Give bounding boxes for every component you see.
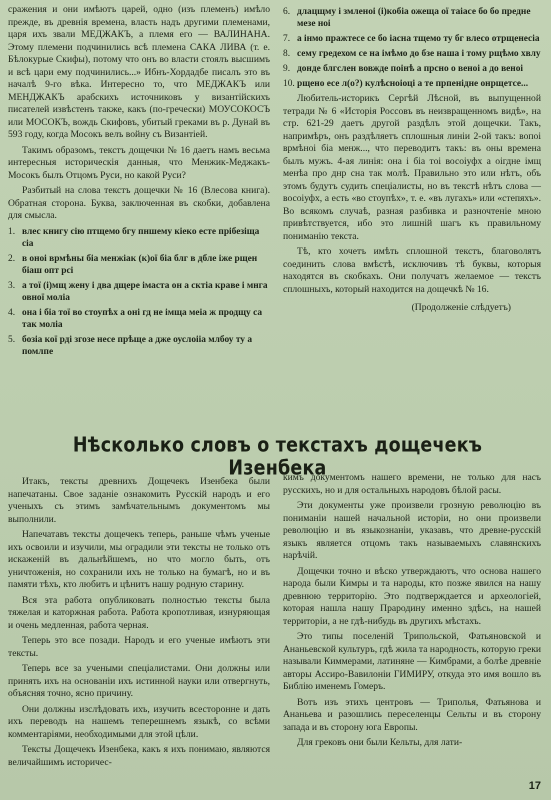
paragraph: Вся эта работа опубликовать полностью тексты была тяжелая и каторжная работа. Работа кропотливая, изнуряющая и очень медленная, работа черная.: [8, 594, 270, 631]
paragraph: Итакъ, тексты древнихъ Дощечекъ Изенбека были напечатаны. Свое заданіе ознакомить Русскій народъ и его ученыхъ съ этимъ замѣчательнымъ документомъ мы выполнили.: [8, 476, 270, 525]
verse-item: 3. а тої (і)мщ жену і два дщере імаста он а сктіа краве і мнга овної моліа: [8, 280, 268, 303]
paragraph: Такимъ образомъ, текстъ дощечки № 16 даетъ намъ весьма интересныя историческія данныя, что Менжик-Меджакъ-Мосокъ былъ Отцомъ Руси, но какой Руси?: [8, 144, 270, 181]
verse-item: 2. в оноі врмѣны біа менжіак (к)ої біа блг в дбле іже рщен біаш опт рсі: [8, 253, 258, 276]
paragraph: Для грековъ они были Кельты, для лати-: [297, 737, 463, 748]
paragraph: Дощечки точно и вѣско утверждаютъ, что основа нашего народа были Кимры и та народы, кто позже явился на нашу древнюю территорію. Это подтверждается и археологіей, которая нашла нашу Прародину именно здѣсь, на нашей территоріи, а не гдѣ-нибудь въ другихъ мѣстахъ.: [283, 565, 541, 627]
paragraph: Тексты Дощечекъ Изенбека, какъ я ихъ понимаю, являются величайшимъ историчес-: [8, 744, 270, 768]
verse-item: 8. сему гредехом се на імѣмо до бзе наша і тому рщѣмо хвлу: [283, 49, 541, 59]
paragraph: кимъ документомъ нашего времени, не только для насъ русскихъ, но и для остальныхъ народовъ бѣлой расы.: [283, 472, 541, 496]
continuation-note: (Продолженіе слѣдуетъ): [411, 302, 511, 313]
verse-item: 1. влес книгу сію птщемо бгу пншему кіеко есте прібезіща сіа: [8, 226, 260, 249]
paragraph: сражения и они имѣютъ царей, одно (изъ племенъ) имѣло прежде, въ древнія времена, власть надъ другими племенами, царя ихъ звали МЕДЖАКЪ, а племя его — ВАЛИНАНА. Этому племени подчинились всѣ племена САКА ЛИВА (т. е. Бѣлокурые Скифы), потому что онъ во власти стоялъ высшимъ и всѣ цари ему подчинились...» Ибнъ-Хордадбе писалъ это въ началѣ 9-го вѣка. Интересно то, что МЕДЖАКЪ или МЕНДЖАКЪ арабскихъ источниковъ у византійскихъ писателей извѣстенъ также, какъ (по-гречески) МОУСОКОСЪ или МОСОКЪ, вождь Скифовъ, убитый греками въ р. Дунай въ 593 году, когда Мосокъ велъ войну съ Византіей.: [8, 4, 270, 140]
verse-list: [8, 226, 270, 358]
paragraph: Вотъ изъ этихъ центровъ — Триполья, Фатьянова и Ананьева и разошлись переселенцы Сельты и въ сторону запада и въ сторону юга Европы.: [283, 696, 541, 733]
top-left-column: [8, 4, 270, 361]
paragraph: Любитель-историкъ Сергѣй Лѣсной, въ выпущенной тетради № 6 «Исторія Россовъ въ неизвращенномъ видѣ», на стр. 621-29 даетъ другой раздѣлъ этой дощечки. Такъ, напримѣръ, онъ раздѣляетъ сплошныя линіи 2-ой такъ: вопоі врмѣноі біа менж..., что переводитъ такъ: въ оны времена былъ мужъ. 4-ая линія: она і біа тоі восоіуфх а оігдне імщ менѣа про днр сна так молѣ. Правильно это или нѣтъ, объ этомъ будутъ судить спеціалисты, но въ текстѣ нѣтъ слова — восоіуфх, а есть «во стоупѣх», т. е. «въ лугахъ» или «степяхъ». Во всякомъ случаѣ, разная разбивка и разночтеніе мною привѣтствуется, ибо это лишній шагъ къ правильному пониманію текста.: [283, 93, 541, 242]
verse-item: 5. бозіа кої рді згозе несе прѣще а дже оуслоііа млбоу ту а помлпе: [8, 334, 253, 357]
paragraph: Напечатавъ тексты дощечекъ теперь, раньше чѣмъ ученые ихъ освоили и изучили, мы оградили эти тексты не только отъ искаженій въ дальнѣйшемъ, но что могло быть, отъ уничтоженія, но сохранили ихъ не только на бумагѣ, но и въ памяти тѣхъ, кто любитъ и цѣнитъ нашу родную старину.: [8, 529, 270, 590]
section-heading: Нѣсколько словъ о текстахъ дощечекъ Изенбека: [72, 434, 483, 480]
paragraph: Тѣ, кто хочетъ имѣть сплошной текстъ, благоволятъ соединить слова вмѣстѣ, исключивъ тѣ буквы, которыя находятся въ скобкахъ. Они получатъ желаемое — текстъ сплошныхъ, который находится на дощечкѣ № 16.: [283, 246, 541, 295]
verse-list: [283, 6, 541, 90]
verse-item: 7. а інмо пражтесе се бо іасна тщемо ту бг влесо отрщенесіа: [283, 34, 540, 44]
verse-item: 4. она і біа тої во стоупѣх а оні гд не імща меіа ж продщу са так моліа: [8, 307, 263, 330]
paragraph: Разбитый на слова текстъ дощечки № 16 (Влесова книга). Обратная сторона. Буква, заключенная въ скобки, добавлена для смысла.: [8, 185, 270, 221]
verse-item: 6. длацщму і змленоі (і)кобіа ожеща ої таіасе бо бо предне мезе ноі: [283, 7, 531, 29]
paragraph: Эти документы уже произвели грозную революцію въ пониманіи нашей начальной исторіи, но они произвели революцію и въ языкознаніи, указавъ, что древне-русскій языкъ является отцомъ такъ называемыхъ славянскихъ нарѣчій.: [283, 500, 541, 561]
paragraph: Это типы поселеній Трипольской, Фатьяновской и Ананьевской культуръ, гдѣ жила та народность, которую греки называли Киммерами, латиняне — Кимбрами, а болѣе древніе авторы Ассиро-Вавилоніи ГИМИРУ, откуда это имя вошло въ Библію именемъ Гомеръ.: [283, 631, 541, 692]
paragraph: Они должны изслѣдовать ихъ, изучить всесторонне и дать ихъ переводъ на нашемъ теперешнемъ языкѣ, со всѣми комментаріями, необходимыми для этой цѣли.: [8, 703, 270, 740]
paragraph: Теперь все за учеными спеціалистами. Они должны или принять ихъ на основаніи ихъ истинной науки или отвергнуть, объясняя точно, ясно причину.: [8, 663, 270, 699]
page-number: 17: [528, 780, 541, 792]
bottom-left-column: [8, 476, 270, 772]
bottom-right-column: [283, 472, 541, 753]
verse-item: 9. донде блгслен вовжде поінѣ а прсно о веноі а до веноі: [283, 64, 523, 74]
top-right-column: [283, 4, 541, 315]
paragraph: Теперь это все позади. Народъ и его ученые имѣютъ эти тексты.: [8, 635, 270, 659]
verse-item: 10. рщено есе л(о?) кулѣсноіоці а те прпенідне онрщетсе...: [283, 79, 529, 89]
